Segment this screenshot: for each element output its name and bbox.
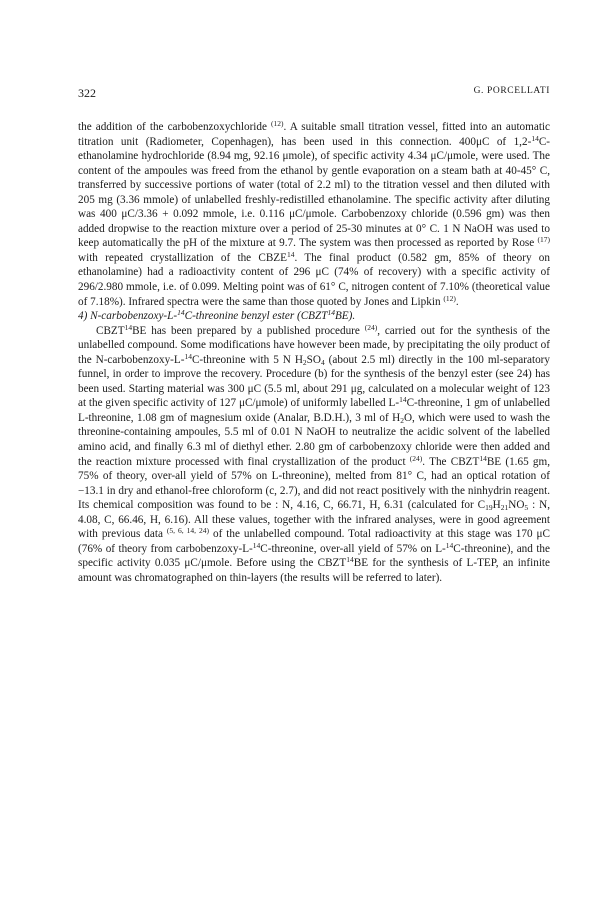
formula-subscript: 2 (400, 415, 404, 425)
formula-subscript: 19 (485, 503, 493, 513)
text-run: . A suitable small titration vessel, fitted into an automatic titration unit (Radiometer, Copenhagen), has been used in this connection. 400μC of 1,2- (78, 121, 550, 148)
isotope-superscript: 14 (252, 540, 261, 550)
heading-run: C-threonine benzyl ester (CBZT (184, 310, 328, 323)
text-run: . The final product (0.582 gm, 85% of theory on ethanolamine) had a radioactivity content of 296 μC (74% of recovery) with a specific activity of 296/2.980 mmole, i.e. of 0.099. Melting point was of 61° C, nitrogen content of 7.10% (theoretical value of 7.18%). Infrared spectra were the same than those quoted by Jones and Lipkin (78, 251, 550, 308)
body-text (78, 120, 550, 586)
paragraph-cbzt-procedure (78, 324, 550, 586)
section-heading (78, 309, 550, 324)
isotope-superscript: 14 (177, 308, 185, 318)
text-run: BE for the synthesis of L-TEP, an infinite amount was chromatographed on thin-layers (the results will be referred to later). (78, 557, 551, 584)
text-run: C-threonine, 1 gm of unlabelled L-threonine, 1.08 gm of magnesium oxide (Analar, B.D.H.), 3 ml of H (78, 397, 550, 424)
isotope-superscript: 14 (286, 249, 295, 259)
citation-ref: (24) (409, 453, 423, 463)
citation-ref: (12) (443, 293, 456, 303)
text-run: NO (508, 499, 525, 512)
isotope-superscript: 14 (479, 453, 487, 463)
text-run: O, which were used to wash the threonine-containing ampoules, 5.5 ml of 0.01 N NaOH to neutralize the acidic solvent of the labelled amino acid, and finally 6.3 ml of diethyl ether. 2.80 gm of carbobenzoxy chloride were then added and the reaction mixture processed with final crystallization of the product (78, 411, 550, 468)
heading-run: BE). (334, 310, 356, 323)
isotope-superscript: 14 (399, 395, 407, 405)
text-run: with repeated crystallization of the CBZE (78, 251, 287, 264)
page-header (78, 86, 550, 102)
heading-run: 4) N-carbobenzoxy-L- (78, 310, 178, 323)
text-run: BE has been prepared by a published procedure (132, 324, 365, 337)
formula-subscript: 5 (524, 503, 529, 513)
isotope-superscript: 14 (445, 540, 454, 550)
citation-ref: (12) (271, 119, 284, 128)
text-run: BE (1.65 gm, 75% of theory, over-all yield of 57% on L-threonine), melted from 81° C, had an optical rotation of −13.1 in dry and ethanol-free chloroform (c, 2.7), and did not react positively with the ninhydrin reagent. Its chemical composition was found to be : N, 4.16, C, 66.71, H, 6.31 (calculated for C (78, 455, 550, 512)
citation-ref: (24) (364, 322, 378, 332)
text-run: C-threonine, over-all yield of 57% on L- (260, 542, 446, 555)
formula-subscript: 2 (302, 357, 307, 367)
page-number: 322 (78, 86, 96, 100)
isotope-superscript: 14 (346, 555, 354, 565)
formula-subscript: 21 (500, 503, 509, 513)
text-run: , carried out for the synthesis of the unlabelled compound. Some modifications have however been made, by precipitating the oily product of the N-carbobenzoxy-L- (78, 324, 550, 366)
isotope-superscript: 14 (184, 351, 192, 361)
text-run: C-threonine with 5 N H (191, 353, 303, 366)
formula-subscript: 4 (320, 357, 325, 367)
isotope-superscript: 14 (124, 322, 133, 332)
text-run: . The CBZT (422, 455, 480, 468)
text-run: SO (306, 353, 321, 366)
text-run: (about 2.5 ml) directly in the 100 ml-separatory funnel, in order to improve the recovery. Procedure (b) for the synthesis of the benzyl ester (see 24) has been used. Starting material was 300 μC (5.5 ml, about 291 μg, calculated on a molecular weight of 123 at the given specific activity of 127 μC/μmole) of uniformly labelled L- (78, 353, 550, 410)
isotope-superscript: 14 (531, 133, 539, 143)
text-run: of the unlabelled compound. Total radioactivity at this stage was 170 μC (76% of theory from carbobenzoxy-L- (78, 528, 550, 555)
citation-ref: (5, 6, 14, 24) (166, 526, 210, 536)
isotope-superscript: 14 (327, 308, 335, 318)
running-head: G. PORCELLATI (473, 86, 550, 96)
citation-ref: (17) (537, 235, 550, 245)
text-run: . (455, 295, 459, 308)
text-run: CBZT (96, 324, 125, 337)
paragraph-ethanolamine-procedure (78, 120, 550, 309)
text-run: the addition of the carbobenzoxychloride (78, 121, 272, 133)
text-run: : N, 4.08, C, 66.46, H, 6.16). All these values, together with the infrared analyses, were in good agreement with previous data (78, 499, 550, 541)
text-run: H (492, 499, 501, 512)
text-run: C-threonine), and the specific activity 0.035 μC/μmole. Before using the CBZT (78, 542, 550, 570)
text-run: C-ethanolamine hydrochloride (8.94 mg, 92.16 μmole), of specific activity 4.34 μC/μmole, were used. The content of the ampoules was freed from the ethanol by gentle evaporation on a steam bath at 40-45° C, transferred by successive portions of water (total of 2.2 ml) to the titration vessel and then diluted with 205 mg (3.36 mmole) of unlabelled freshly-redistilled ethanolamine. The specific activity after diluting was 400 μC/3.36 + 0.092 mmole, i.e. 0.116 μC/μmole. Carbobenzoxy chloride (0.596 gm) was then added dropwise to the reaction mixture over a period of 25-30 minutes at 0° C. 1 N NaOH was used to keep automatically the pH of the mixture at 9.7. The system was then processed as reported by Rose (78, 135, 550, 250)
